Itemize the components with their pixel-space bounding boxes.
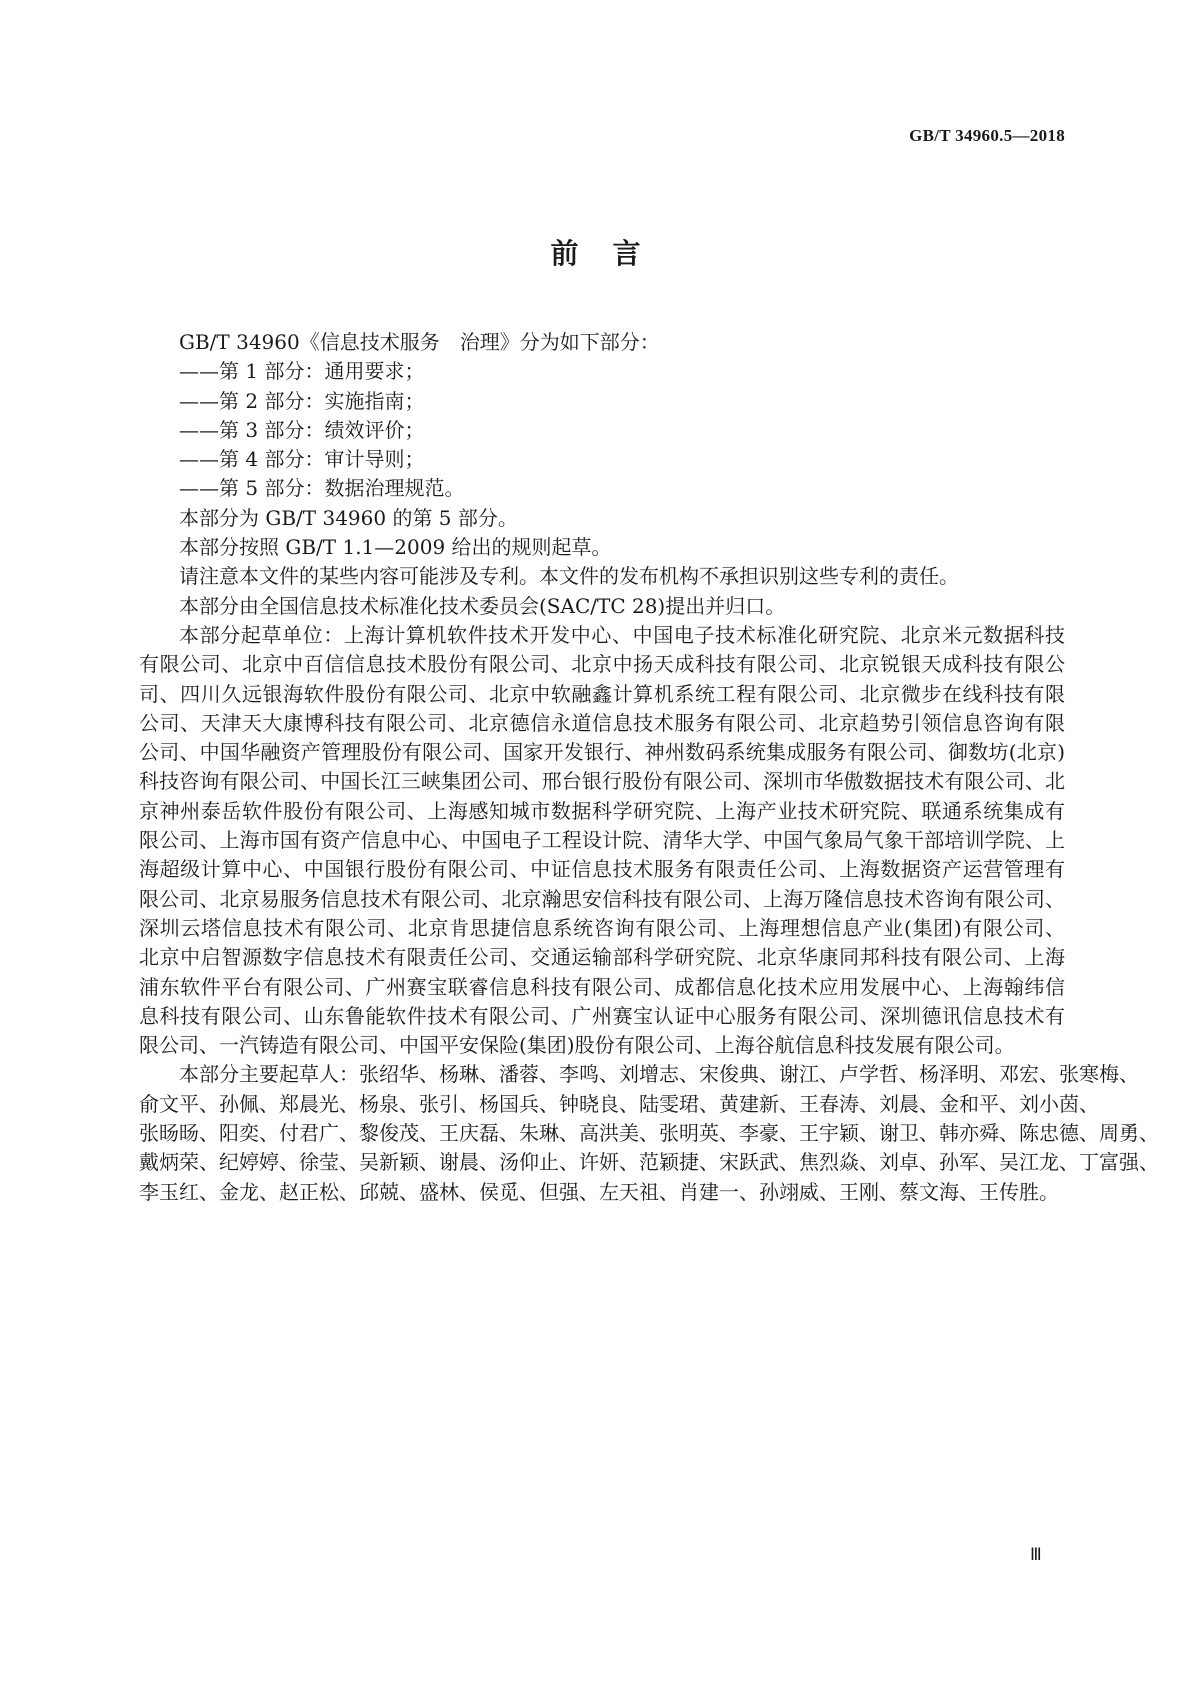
paragraph-line: 京神州泰岳软件股份有限公司、上海感知城市数据科学研究院、上海产业技术研究院、联通系统集成有 <box>139 798 1065 823</box>
paragraph-line: 司、四川久远银海软件股份有限公司、北京中软融鑫计算机系统工程有限公司、北京微步在线科技有限 <box>139 681 1065 706</box>
paragraph-line: 浦东软件平台有限公司、广州赛宝联睿信息科技有限公司、成都信息化技术应用发展中心、上海翰纬信 <box>139 974 1065 999</box>
statement: 本部分由全国信息技术标准化技术委员会(SAC/TC 28)提出并归口。 <box>179 593 786 618</box>
parts-list <box>139 357 1065 503</box>
paragraph-line: 限公司、一汽铸造有限公司、中国平安保险(集团)股份有限公司、上海谷航信息科技发展有限公司。 <box>139 1033 1015 1058</box>
list-item: ——第 2 部分：实施指南； <box>179 388 425 413</box>
list-item: ——第 4 部分：审计导则； <box>179 447 425 472</box>
foreword-body <box>139 328 1159 1207</box>
drafting-units-paragraph <box>139 621 1065 1060</box>
paragraph-line: 有限公司、北京中百信信息技术股份有限公司、北京中扬天成科技有限公司、北京锐银天成科技有限公 <box>139 652 1065 677</box>
paragraph-line: 息科技有限公司、山东鲁能软件技术有限公司、广州赛宝认证中心服务有限公司、深圳德讯信息技术有 <box>139 1003 1065 1028</box>
paragraph-line: 公司、中国华融资产管理股份有限公司、国家开发银行、神州数码系统集成服务有限公司、御数坊(北京) <box>139 740 1065 765</box>
list-item: ——第 1 部分：通用要求； <box>179 359 425 384</box>
paragraph-line: 科技咨询有限公司、中国长江三峡集团公司、邢台银行股份有限公司、深圳市华傲数据技术有限公司、北 <box>139 769 1065 794</box>
page-number: Ⅲ <box>1030 1545 1042 1564</box>
list-item: ——第 3 部分：绩效评价； <box>179 417 425 442</box>
paragraph-line: 公司、天津天大康博科技有限公司、北京德信永道信息技术服务有限公司、北京趋势引领信息咨询有限 <box>139 710 1065 735</box>
statement: 本部分为 GB/T 34960 的第 5 部分。 <box>179 505 518 530</box>
list-intro: GB/T 34960《信息技术服务 治理》分为如下部分： <box>179 330 660 354</box>
statement: 本部分按照 GB/T 1.1—2009 给出的规则起草。 <box>179 535 612 560</box>
paragraph-line: 张旸旸、阳奕、付君广、黎俊茂、王庆磊、朱琳、高洪美、张明英、李豪、王宇颖、谢卫、韩亦舜、陈忠德、周勇、 <box>139 1121 1159 1146</box>
paragraph-line: 李玉红、金龙、赵正松、邱兢、盛林、侯觅、但强、左天祖、肖建一、孙翊威、王刚、蔡文海、王传胜。 <box>139 1179 1059 1204</box>
drafters-paragraph <box>139 1060 1159 1206</box>
paragraph-line: 海超级计算中心、中国银行股份有限公司、中证信息技术服务有限责任公司、上海数据资产运营管理有 <box>139 857 1065 882</box>
paragraph-line: 限公司、上海市国有资产信息中心、中国电子工程设计院、清华大学、中国气象局气象干部培训学院、上 <box>139 828 1065 853</box>
page-title: 前言 <box>550 237 675 270</box>
paragraph-line: 俞文平、孙佩、郑晨光、杨泉、张引、杨国兵、钟晓良、陆雯珺、黄建新、王春涛、刘晨、金和平、刘小茵、 <box>139 1091 1099 1116</box>
paragraph-line: 本部分主要起草人：张绍华、杨琳、潘蓉、李鸣、刘增志、宋俊典、谢江、卢学哲、杨泽明、邓宏、张寒梅、 <box>179 1062 1139 1087</box>
statement: 请注意本文件的某些内容可能涉及专利。本文件的发布机构不承担识别这些专利的责任。 <box>179 564 959 589</box>
paragraph-line: 深圳云塔信息技术有限公司、北京肯思捷信息系统咨询有限公司、上海理想信息产业(集团)有限公司、 <box>139 915 1065 940</box>
standard-code: GB/T 34960.5—2018 <box>909 126 1065 145</box>
paragraph-line: 戴炳荣、纪婷婷、徐莹、吴新颖、谢晨、汤仰止、许妍、范颖捷、宋跃武、焦烈焱、刘卓、孙军、吴江龙、丁富强、 <box>139 1150 1159 1175</box>
paragraph-line: 本部分起草单位：上海计算机软件技术开发中心、中国电子技术标准化研究院、北京米元数据科技 <box>179 622 1065 647</box>
list-item: ——第 5 部分：数据治理规范。 <box>179 476 465 501</box>
paragraph-line: 限公司、北京易服务信息技术有限公司、北京瀚思安信科技有限公司、上海万隆信息技术咨询有限公司、 <box>139 886 1065 911</box>
paragraph-line: 北京中启智源数字信息技术有限责任公司、交通运输部科学研究院、北京华康同邦科技有限公司、上海 <box>139 945 1065 970</box>
